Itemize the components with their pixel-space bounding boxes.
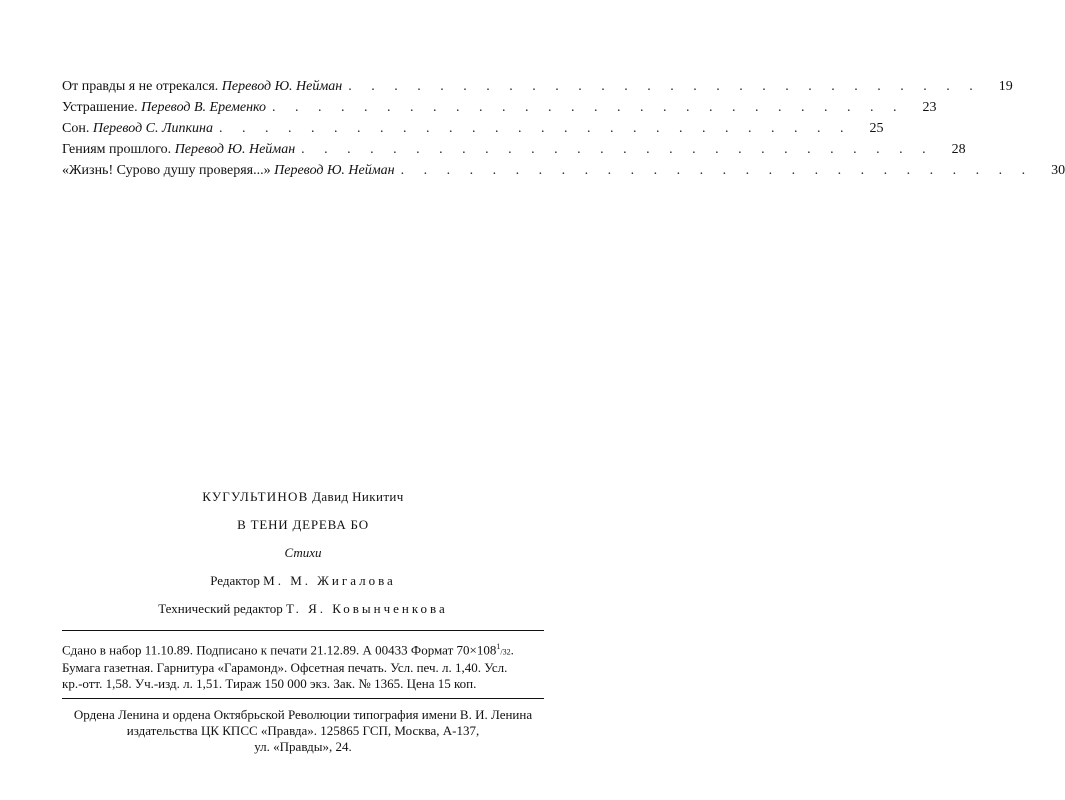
toc-entry-translator: Перевод Ю. Нейман (221, 79, 343, 94)
toc-entry-translator: Перевод В. Еременко (141, 100, 267, 115)
publication-line: Сдано в набор 11.10.89. Подписано к печати 21.12.89. А 00433 Формат $70\times 108^1/32$. (62, 642, 514, 658)
author-line (62, 488, 544, 506)
printer-details (62, 699, 544, 755)
toc-leader-dots: . . . . . . . . . . . . . . . . . . . . . . . . . . . . (219, 121, 852, 136)
toc-entry-translator: Перевод Ю. Нейман (174, 142, 296, 157)
toc-entry-translator: Перевод С. Липкина (92, 121, 213, 136)
toc-entry[interactable] (62, 139, 966, 160)
author-surname: КУГУЛЬТИНОВ (202, 489, 309, 504)
toc-entry-page: 25 (869, 121, 884, 136)
toc-leader-dots: . . . . . . . . . . . . . . . . . . . . . . . . . . . . (301, 142, 934, 157)
toc-entry-title: Устрашение. Перевод В. Еременко (62, 100, 267, 115)
publication-line: Бумага газетная. Гарнитура «Гарамонд». Офсетная печать. Усл. печ. л. 1,40. Усл. (62, 660, 508, 676)
toc-leader-dots: . . . . . . . . . . . . . . . . . . . . . . . . . . . . (400, 163, 1034, 178)
tech-editor-label: Технический редактор (158, 601, 283, 616)
printer-street: ул. «Правды», 24. (254, 739, 352, 755)
tech-editor-line (62, 600, 544, 618)
toc-leader-dots: . . . . . . . . . . . . . . . . . . . . . . . . . . . . (272, 100, 905, 115)
toc-leader-dots: . . . . . . . . . . . . . . . . . . . . . . . . . . . . (348, 79, 981, 94)
toc-entry-page: 30 (1051, 163, 1065, 178)
author-names: Давид Никитич (312, 489, 404, 504)
publication-details (62, 631, 544, 698)
editor-name: М. М. Жигалова (263, 573, 396, 588)
toc-entry[interactable] (62, 160, 1065, 181)
toc-entry-title: Сон. Перевод С. Липкина (62, 121, 213, 136)
toc-entry-title: От правды я не отрекался. Перевод Ю. Нейман (62, 79, 343, 94)
editor-label: Редактор (210, 573, 260, 588)
toc-entry[interactable] (62, 97, 937, 118)
format-fraction-sub: /32 (500, 647, 511, 657)
table-of-contents (62, 76, 1065, 181)
toc-entry[interactable] (62, 118, 884, 139)
printer-address: Ордена Ленина и ордена Октябрьской Революции типография имени В. И. Ленина издательства ЦК КПСС «Правда». 125865 ГСП, Москва, А-137, (73, 707, 533, 739)
toc-entry-page: 19 (998, 79, 1013, 94)
tech-editor-name: Т. Я. Ковынченкова (285, 601, 448, 616)
toc-entry-title: «Жизнь! Сурово душу проверяя...» Перевод Ю. Нейман (62, 163, 395, 178)
format-fraction-sup: 1 (496, 642, 501, 651)
toc-entry-page: 28 (951, 142, 966, 157)
toc-entry-title: Гениям прошлого. Перевод Ю. Нейман (62, 142, 296, 157)
editor-line (62, 572, 544, 590)
toc-entry-page: 23 (922, 100, 937, 115)
genre: Стихи (284, 545, 322, 560)
imprint-block (62, 480, 544, 755)
book-title: В ТЕНИ ДЕРЕВА БО (237, 517, 369, 532)
publication-line: кр.-отт. 1,58. Уч.-изд. л. 1,51. Тираж 150 000 экз. Зак. № 1365. Цена 15 коп. (62, 676, 477, 692)
toc-entry-translator: Перевод Ю. Нейман (274, 163, 395, 178)
toc-entry[interactable] (62, 76, 1013, 97)
